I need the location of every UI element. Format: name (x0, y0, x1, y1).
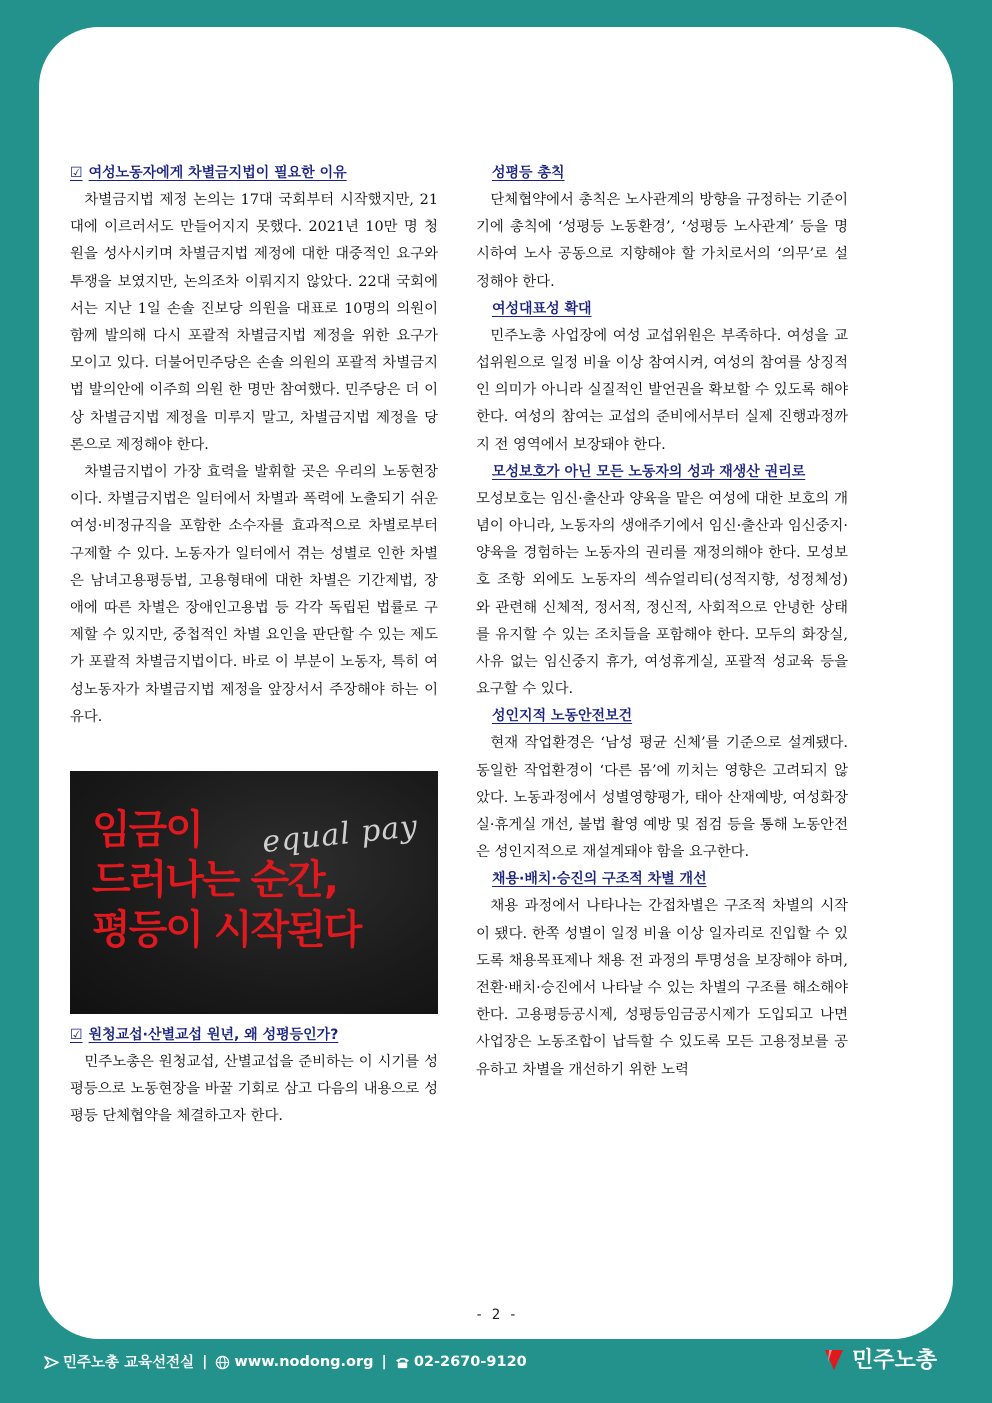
checkbox-icon: ☑ (70, 165, 83, 181)
equal-pay-banner-image (70, 771, 438, 1014)
globe-icon (215, 1355, 230, 1370)
section-heading-gender-equality-bargaining: ☑ 원청교섭·산별교섭 원년, 왜 성평등인가? (70, 1027, 339, 1044)
checkbox-icon: ☑ (70, 1027, 83, 1044)
footer-separator: | (202, 1353, 208, 1370)
banner-line: 평등이 시작된다 (92, 907, 361, 954)
arrow-icon (44, 1355, 59, 1370)
section-heading-why-antidiscrimination: ☑ 여성노동자에게 차별금지법이 필요한 이유 (70, 165, 347, 181)
paragraph: 차별금지법이 가장 효력을 발휘할 곳은 우리의 노동현장이다. 차별금지법은 일터에서 차별과 폭력에 노출되기 쉬운 여성·비정규직을 포함한 소수자를 효과적으로 차별로부터 구제할 수 있다. 노동자가 일터에서 겪는 성별로 인한 차별은 남녀고용평등법, 고용형태에 대한 차별은 기간제법, 장애에 따른 차별은 장애인고용법 등 각각 독립된 법률로 구제할 수 있지만, 중첩적인 차별 요인을 판단할 수 있는 제도가 포괄적 차별금지법이다. 바로 이 부분이 노동자, 특히 여성노동자가 차별금지법 제정을 앞장서서 주장해야 하는 이유다. (70, 464, 438, 725)
left-column (70, 160, 438, 1131)
paragraph: 모성보호는 임신·출산과 양육을 맡은 여성에 대한 보호의 개념이 아니라, 노동자의 생애주기에서 임신·출산과 임신중지·양육을 경험하는 노동자의 권리를 재정의해야 한다. 모성보호 조항 외에도 노동자의 섹슈얼리티(성적지향, 성정체성)와 관련해 신체적, 정서적, 정신적, 사회적으로 안녕한 상태를 유지할 수 있는 조치들을 포함해야 한다. 모두의 화장실, 사유 없는 임신중지 휴가, 여성휴게실, 포괄적 성교육 등을 요구할 수 있다. (476, 490, 848, 698)
banner-script-text: equal pay (260, 808, 420, 861)
paragraph: 채용 과정에서 나타나는 간접차별은 구조적 차별의 시작이 됐다. 한쪽 성별이 일정 비율 이상 일자리로 진입할 수 있도록 채용목표제나 채용 전 과정의 투명성을 보장해야 하며, 전환·배치·승진에서 나타날 수 있는 차별의 구조를 해소해야 한다. 고용평등공시제, 성평등임금공시제가 도입되고 나면 사업장은 노동조합이 납득할 수 있도록 모든 고용정보를 공유하고 차별을 개선하기 위한 노력 (476, 898, 848, 1078)
footer-website-link[interactable]: www.nodong.org (234, 1353, 374, 1370)
right-column (476, 160, 848, 1084)
kctu-logo-icon (822, 1346, 846, 1372)
subheading-hiring-discrimination: 채용·배치·승진의 구조적 차별 개선 (492, 871, 707, 888)
paragraph: 민주노총 사업장에 여성 교섭위원은 부족하다. 여성을 교섭위원으로 일정 비율 이상 참여시켜, 여성의 참여를 상징적인 의미가 아니라 실질적인 발언권을 확보할 수 있도록 해야 한다. 여성의 참여는 교섭의 준비에서부터 실제 진행과정까지 전 영역에서 보장돼야 한다. (476, 327, 848, 453)
footer-contact (44, 1351, 527, 1372)
paragraph: 단체협약에서 총칙은 노사관계의 방향을 규정하는 기준이기에 총칙에 ‘성평등 노동환경’, ‘성평등 노사관계’ 등을 명시하여 노사 공동으로 지향해야 할 가치로서의 ‘의무’로 설정해야 한다. (476, 192, 848, 290)
banner-line: 임금이 (92, 807, 202, 854)
paragraph: 민주노총은 원청교섭, 산별교섭을 준비하는 이 시기를 성평등으로 노동현장을 바꿀 기회로 삼고 다음의 내용으로 성평등 단체협약을 체결하고자 한다. (70, 1054, 438, 1125)
paragraph: 차별금지법 제정 논의는 17대 국회부터 시작했지만, 21대에 이르러서도 만들어지지 못했다. 2021년 10만 명 청원을 성사시키며 차별금지법 제정에 대한 대중적인 요구와 투쟁을 보였지만, 논의조차 이뤄지지 않았다. 22대 국회에서는 지난 1일 손솔 진보당 의원을 대표로 10명의 의원이 함께 발의해 다시 포괄적 차별금지법 제정을 위한 요구가 모이고 있다. 더불어민주당은 손솔 의원의 포괄적 차별금지법 발의안에 이주희 의원 한 명만 참여했다. 민주당은 더 이상 차별금지법 제정을 미루지 말고, 차별금지법 제정을 당론으로 제정해야 한다. (70, 192, 438, 453)
banner-line: 드러나는 순간, (92, 857, 337, 904)
subheading-gender-safety-health: 성인지적 노동안전보건 (492, 708, 633, 725)
footer-separator: | (381, 1353, 387, 1370)
subheading-reproductive-rights: 모성보호가 아닌 모든 노동자의 성과 재생산 권리로 (492, 463, 806, 480)
page-number: - 2 - (474, 1307, 518, 1323)
footer-phone: 02-2670-9120 (413, 1353, 527, 1370)
phone-icon (395, 1355, 410, 1370)
logo-text: 민주노총 (852, 1348, 938, 1373)
paragraph: 현재 작업환경은 ‘남성 평균 신체’를 기준으로 설계됐다. 동일한 작업환경이 ‘다른 몸’에 끼치는 영향은 고려되지 않았다. 노동과정에서 성별영향평가, 태아 산재예방, 여성화장실·휴게실 개선, 불법 촬영 예방 및 점검 등을 통해 노동안전은 성인지적으로 재설계돼야 함을 요구한다. (476, 735, 848, 861)
footer-org: 민주노총 교육선전실 (63, 1355, 195, 1371)
subheading-women-representation: 여성대표성 확대 (492, 300, 592, 317)
subheading-general-provisions: 성평등 총칙 (492, 165, 565, 181)
kctu-logo (822, 1343, 937, 1374)
